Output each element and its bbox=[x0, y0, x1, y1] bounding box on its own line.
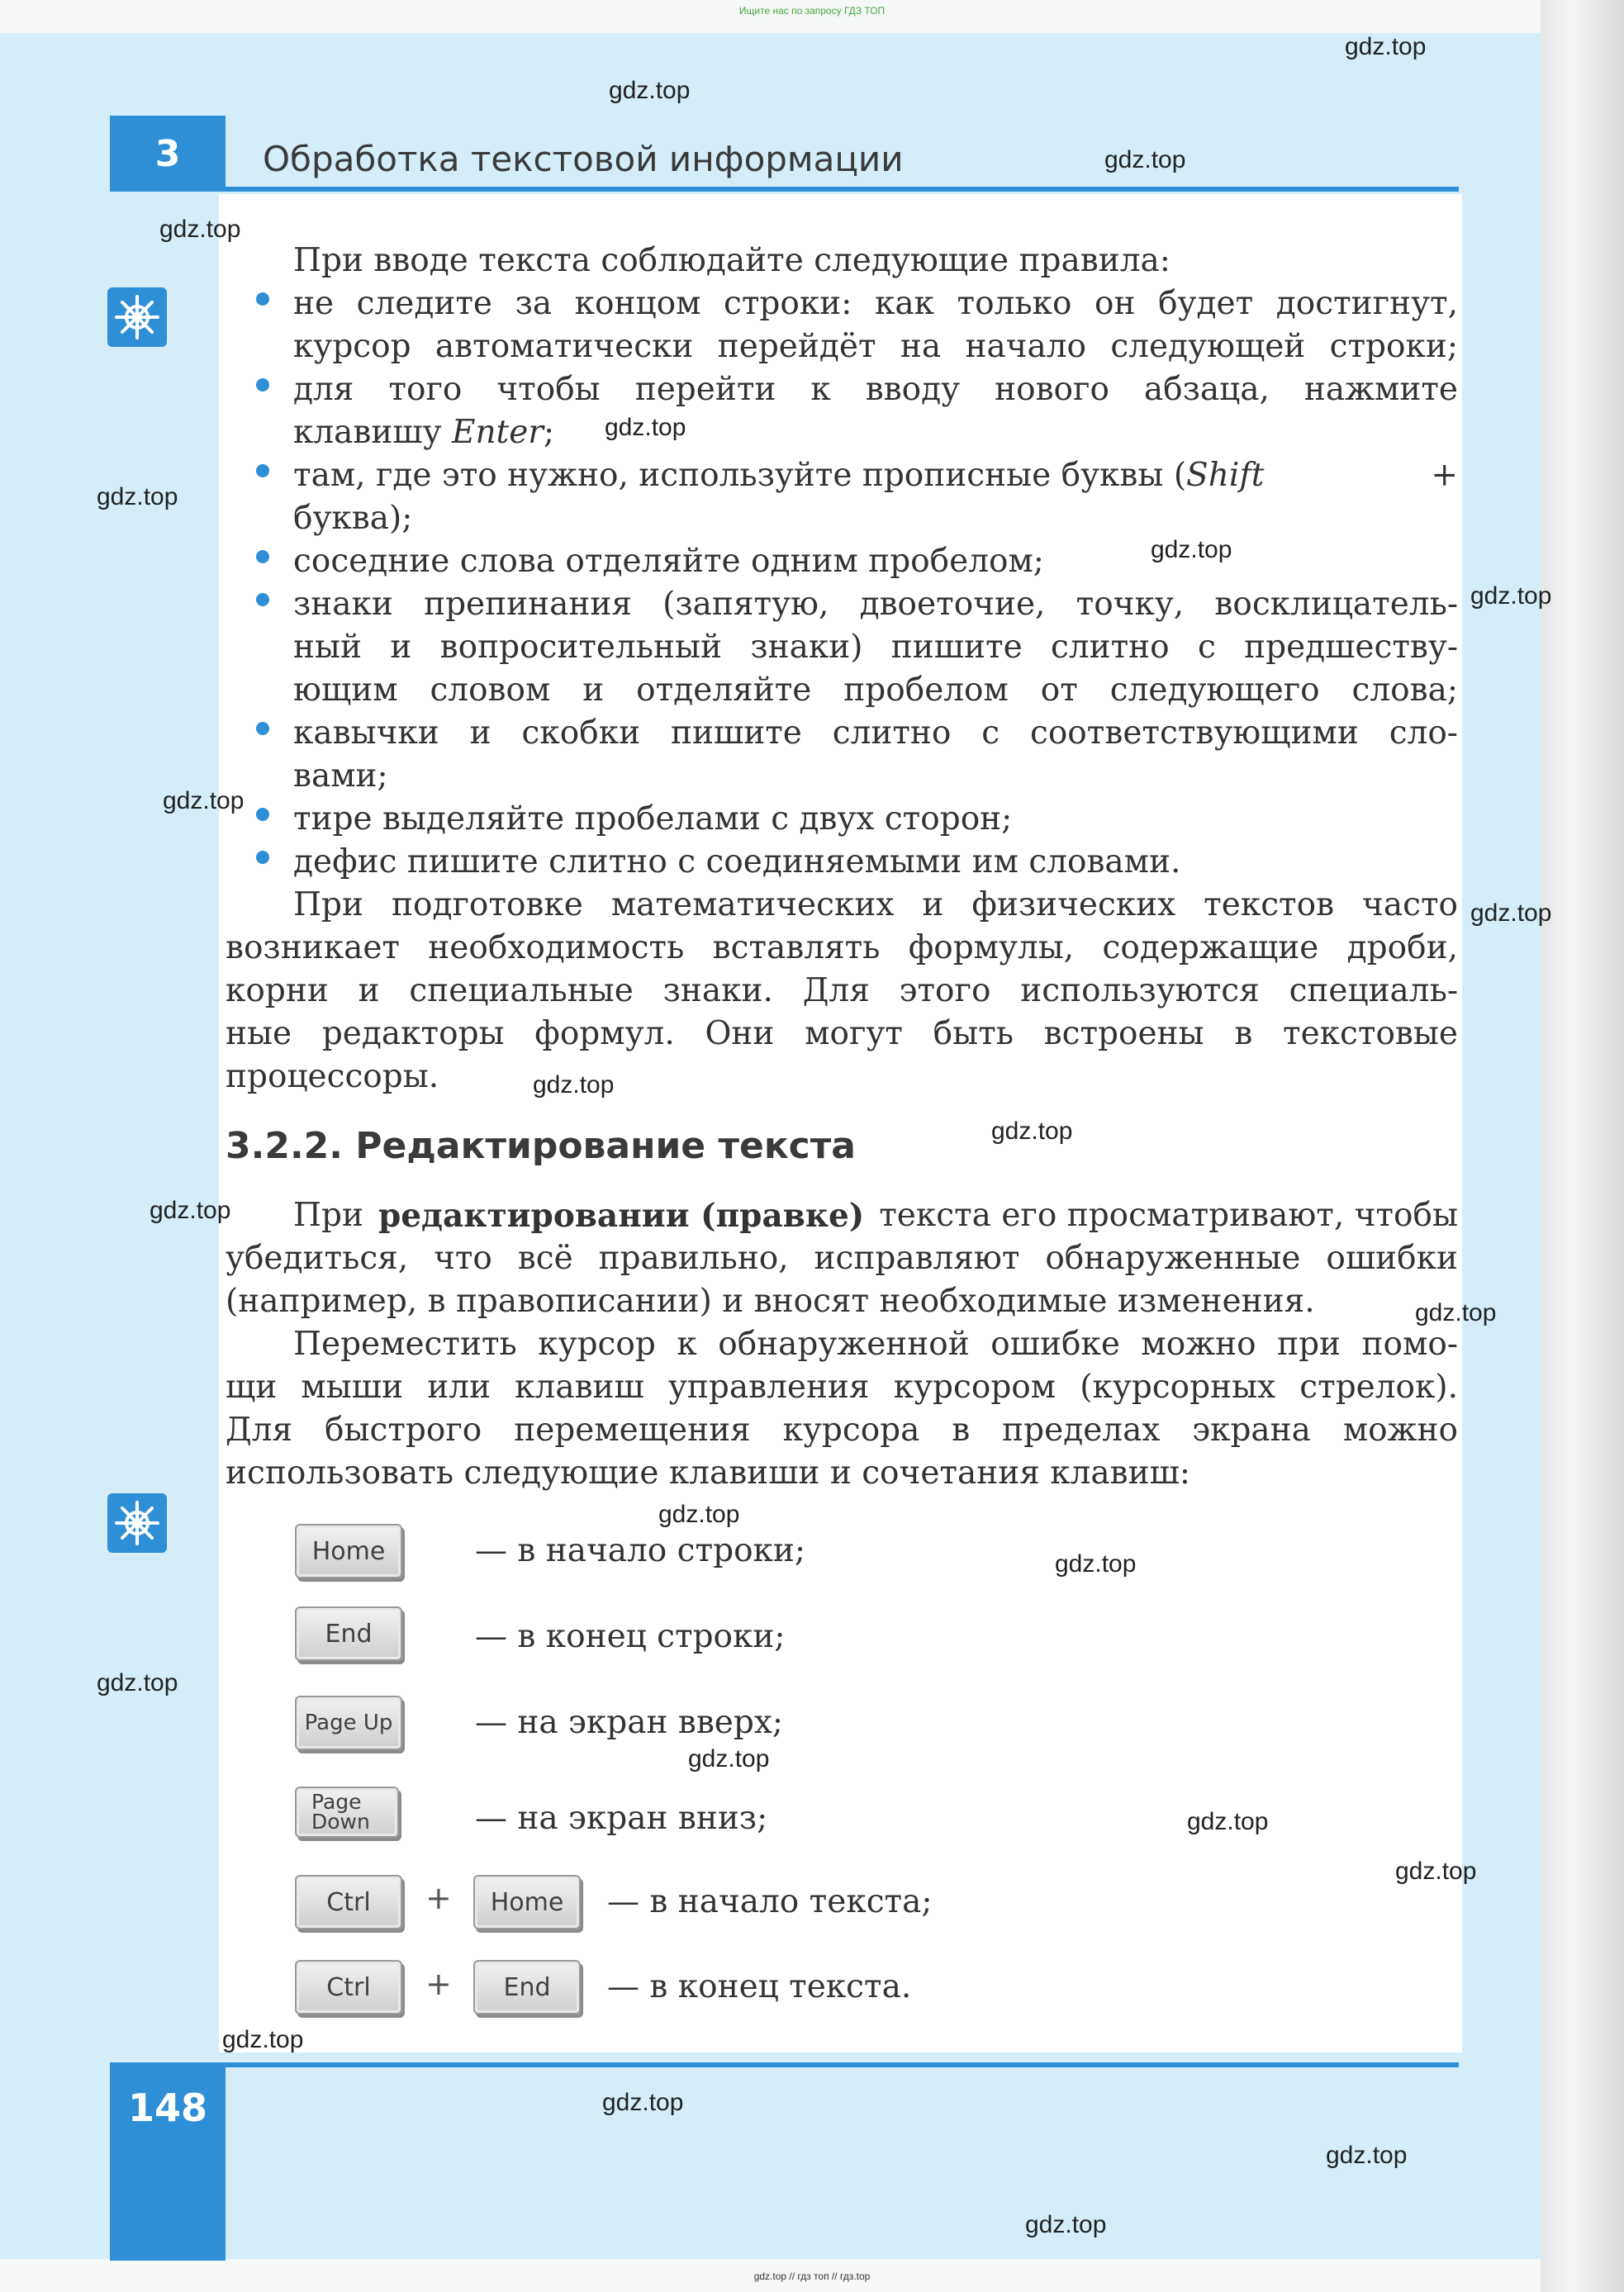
bullet bbox=[256, 378, 269, 391]
key-description: — на экран вверх; bbox=[475, 1704, 783, 1741]
rule-line: соседние слова отделяйте одним пробелом; bbox=[293, 543, 1044, 580]
watermark: gdz.top bbox=[658, 1501, 740, 1528]
plus-sign: + bbox=[425, 1880, 452, 1916]
key-end: End bbox=[295, 1606, 402, 1661]
key-description: — в конец текста. bbox=[607, 1968, 912, 2005]
watermark: gdz.top bbox=[97, 1669, 178, 1696]
rule-line: ющим словом и отделяйте пробелом от следующего слова; bbox=[293, 671, 1458, 709]
rule-plus: + bbox=[1431, 457, 1458, 494]
rule-text: там, где это нужно, используйте прописные буквы ( bbox=[293, 457, 1187, 494]
rule-text: клавишу bbox=[293, 414, 442, 451]
key-home: Home bbox=[295, 1524, 402, 1578]
plus-sign: + bbox=[425, 1966, 452, 2002]
key-name-shift: Shift bbox=[1186, 457, 1265, 494]
paragraph-line: возникает необходимость вставлять формулы, содержащие дроби, bbox=[226, 929, 1458, 966]
rule-line: вами; bbox=[293, 757, 388, 795]
term-bold: редактировании (правке) bbox=[378, 1197, 865, 1235]
watermark: gdz.top bbox=[1470, 582, 1552, 610]
rule-line bbox=[293, 454, 1458, 497]
rule-line: тире выделяйте пробелами с двух сторон; bbox=[293, 800, 1013, 838]
bullet bbox=[256, 851, 269, 864]
rules-intro: При вводе текста соблюдайте следующие правила: bbox=[293, 242, 1171, 279]
rule-line: для того чтобы перейти к вводу нового абзаца, нажмите bbox=[293, 371, 1458, 408]
key-ctrl: Ctrl bbox=[295, 1875, 402, 1929]
watermark: gdz.top bbox=[222, 2026, 304, 2053]
watermark: gdz.top bbox=[991, 1118, 1073, 1145]
key-label: Page bbox=[311, 1790, 362, 1814]
watermark: gdz.top bbox=[150, 1197, 231, 1224]
paragraph-line: ные редакторы формул. Они могут быть встроены в текстовые bbox=[226, 1015, 1458, 1052]
key-ctrl: Ctrl bbox=[295, 1960, 402, 2014]
watermark: gdz.top bbox=[1055, 1550, 1137, 1578]
section-heading: 3.2.2. Редактирование текста bbox=[226, 1125, 856, 1167]
ship-wheel-icon bbox=[107, 1493, 167, 1553]
bullet bbox=[256, 722, 269, 735]
paragraph-line: При подготовке математических и физических текстов часто bbox=[293, 886, 1458, 923]
top-note: Ищите нас по запросу ГДЗ ТОП bbox=[738, 5, 886, 17]
watermark: gdz.top bbox=[602, 2089, 684, 2116]
watermark: gdz.top bbox=[605, 414, 686, 441]
watermark: gdz.top bbox=[1415, 1299, 1497, 1326]
rule-line: знаки препинания (запятую, двоеточие, точку, восклицатель- bbox=[293, 586, 1458, 623]
key-description: — в начало текста; bbox=[607, 1883, 933, 1920]
rule-punct: ; bbox=[543, 414, 555, 451]
paragraph-line: Переместить курсор к обнаруженной ошибке можно при помо- bbox=[293, 1326, 1458, 1363]
watermark: gdz.top bbox=[1326, 2142, 1408, 2169]
watermark: gdz.top bbox=[1345, 33, 1427, 60]
watermark: gdz.top bbox=[1395, 1858, 1477, 1885]
key-page-up: Page Up bbox=[295, 1696, 402, 1750]
watermark: gdz.top bbox=[159, 216, 241, 243]
paragraph-line: (например, в правописании) и вносят необходимые изменения. bbox=[226, 1283, 1315, 1320]
watermark: gdz.top bbox=[688, 1745, 770, 1772]
bullet bbox=[256, 808, 269, 821]
rule-line bbox=[293, 411, 554, 454]
header-rule bbox=[226, 187, 1459, 192]
bullet bbox=[256, 292, 269, 306]
watermark: gdz.top bbox=[163, 787, 245, 814]
watermark: gdz.top bbox=[609, 77, 691, 104]
key-description: — на экран вниз; bbox=[475, 1800, 768, 1837]
paragraph-line: Для быстрого перемещения курсора в пределах экрана можно bbox=[226, 1412, 1458, 1449]
paragraph-line: убедиться, что всё правильно, исправляют обнаруженные ошибки bbox=[226, 1240, 1458, 1277]
watermark: gdz.top bbox=[97, 483, 178, 510]
key-end: End bbox=[473, 1960, 581, 2014]
paragraph-line: процессоры. bbox=[226, 1058, 439, 1095]
bullet bbox=[256, 464, 269, 477]
bullet bbox=[256, 550, 269, 563]
rule-line: курсор автоматически перейдёт на начало следующей строки; bbox=[293, 328, 1458, 365]
key-label: Down bbox=[311, 1810, 370, 1834]
key-page-down bbox=[295, 1787, 399, 1838]
paragraph-text: При bbox=[293, 1197, 363, 1234]
paragraph-text: текста его просматривают, чтобы bbox=[879, 1197, 1458, 1234]
bottom-note: gdz.top // гдз топ // гдз.top bbox=[753, 2271, 871, 2282]
watermark: gdz.top bbox=[1187, 1808, 1269, 1835]
paragraph-line: щи мыши или клавиш управления курсором (курсорных стрелок). bbox=[226, 1369, 1458, 1406]
key-description: — в конец строки; bbox=[475, 1618, 786, 1655]
bullet bbox=[256, 593, 269, 606]
watermark: gdz.top bbox=[533, 1071, 615, 1099]
rule-line: буква); bbox=[293, 500, 413, 537]
chapter-number: 3 bbox=[110, 116, 226, 192]
watermark: gdz.top bbox=[1025, 2211, 1107, 2238]
watermark: gdz.top bbox=[1470, 899, 1552, 927]
watermark: gdz.top bbox=[1104, 146, 1186, 173]
footer-rule bbox=[226, 2062, 1459, 2067]
watermark: gdz.top bbox=[1151, 536, 1232, 563]
paragraph-line bbox=[293, 1194, 1458, 1237]
key-home: Home bbox=[473, 1875, 581, 1929]
key-description: — в начало строки; bbox=[475, 1532, 806, 1569]
rule-line: не следите за концом строки: как только он будет достигнут, bbox=[293, 285, 1458, 322]
book-spine bbox=[1541, 0, 1624, 2292]
chapter-title: Обработка текстовой информации bbox=[263, 139, 904, 179]
page-number: 148 bbox=[127, 2086, 208, 2130]
rule-line: дефис пишите слитно с соединяемыми им словами. bbox=[293, 843, 1181, 880]
ship-wheel-icon bbox=[107, 287, 167, 347]
rule-line: ный и вопросительный знаки) пишите слитно с предшеству- bbox=[293, 629, 1458, 666]
paragraph-line: корни и специальные знаки. Для этого используются специаль- bbox=[226, 972, 1458, 1009]
key-name-enter: Enter bbox=[451, 414, 544, 451]
rule-line: кавычки и скобки пишите слитно с соответствующими сло- bbox=[293, 714, 1458, 752]
paragraph-line: использовать следующие клавиши и сочетания клавиш: bbox=[226, 1454, 1190, 1492]
